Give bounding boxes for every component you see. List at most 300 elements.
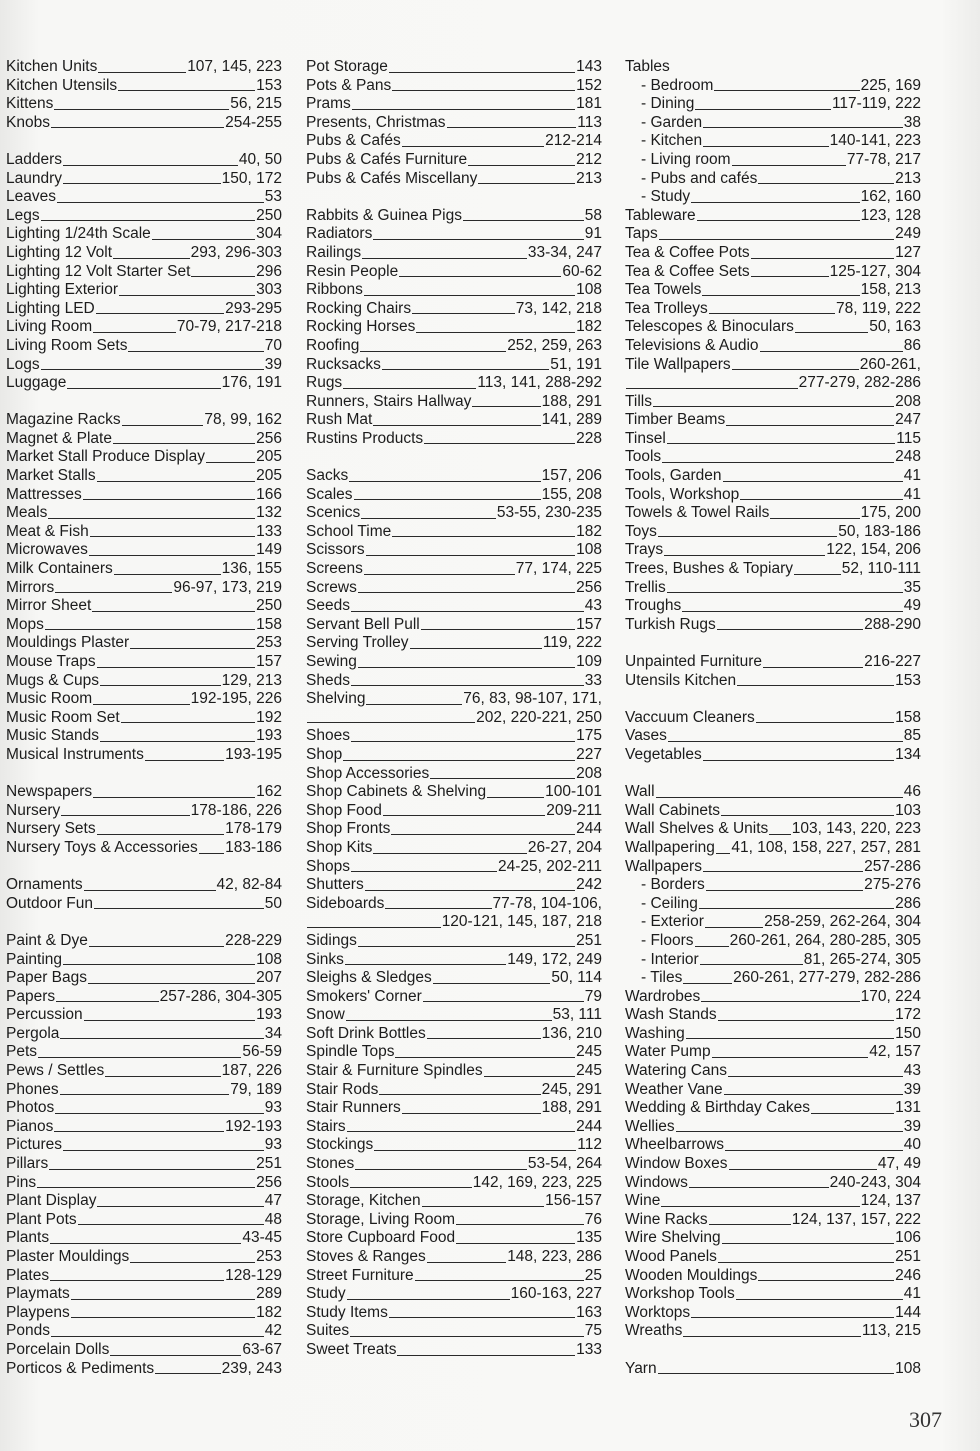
index-term: Sideboards — [306, 894, 385, 912]
index-entry — [6, 1360, 282, 1379]
index-pages: 50, 183-186 — [838, 522, 921, 540]
index-term: Wedding & Birthday Cakes — [625, 1099, 810, 1117]
index-pages: 251 — [895, 1248, 921, 1265]
index-pages: 188, 291 — [541, 1099, 602, 1117]
index-pages: 70-79, 217-218 — [176, 318, 282, 336]
leader-line — [703, 127, 903, 128]
index-entry — [6, 932, 282, 951]
index-term: Sacks — [306, 467, 349, 485]
index-pages: 150 — [895, 1024, 921, 1042]
index-entry — [625, 1118, 921, 1137]
index-term: Wheelbarrows — [625, 1136, 725, 1154]
index-pages: 76, 83, 98-107, 171, — [463, 690, 602, 708]
index-term: Towels & Towel Rails — [625, 504, 770, 522]
leader-line — [71, 1317, 255, 1318]
index-entry — [6, 1304, 282, 1323]
index-entry — [306, 244, 602, 263]
index-pages: 100-101 — [545, 783, 602, 801]
index-pages: 103 — [895, 801, 921, 819]
index-entry — [306, 318, 602, 337]
leader-line — [658, 1373, 895, 1374]
index-pages: 157, 206 — [541, 467, 602, 485]
index-pages: 160-163, 227 — [510, 1285, 602, 1303]
index-term: Suites — [306, 1322, 350, 1340]
leader-line — [352, 109, 575, 110]
index-term: Ponds — [6, 1322, 50, 1340]
index-entry — [306, 281, 602, 300]
leader-line — [351, 611, 584, 612]
index-term: Papers — [6, 987, 56, 1005]
index-pages: 144 — [895, 1303, 921, 1321]
index-term: Mouldings Plaster — [6, 634, 130, 652]
leader-line — [307, 927, 441, 928]
leader-line — [100, 685, 221, 686]
index-term: Study — [306, 1285, 346, 1303]
index-entry — [6, 597, 282, 616]
leader-line — [93, 704, 190, 705]
index-pages: 133 — [256, 522, 282, 540]
leader-line — [113, 258, 190, 259]
leader-line — [703, 760, 894, 761]
index-pages: 96-97, 173, 219 — [173, 578, 282, 596]
leader-line — [97, 667, 256, 668]
index-term: Shop Food — [306, 801, 382, 819]
index-term: Plaster Mouldings — [6, 1248, 130, 1265]
index-pages: 91 — [584, 225, 602, 243]
index-pages: 158 — [895, 708, 921, 726]
leader-line — [362, 258, 527, 259]
index-entry — [306, 579, 602, 598]
index-entry — [6, 430, 282, 449]
leader-line — [676, 1131, 903, 1132]
leader-line — [97, 1206, 263, 1207]
leader-line — [751, 276, 829, 277]
leader-line — [350, 1336, 584, 1337]
index-entry — [6, 616, 282, 635]
index-term: Tea & Coffee Pots — [625, 243, 750, 261]
index-entry — [6, 541, 282, 560]
index-pages: 166 — [256, 485, 282, 503]
leader-line — [811, 1113, 894, 1114]
index-pages: 256 — [256, 1173, 282, 1191]
leader-line — [373, 425, 540, 426]
index-pages: 149, 172, 249 — [507, 950, 602, 968]
index-term: Tea & Coffee Sets — [625, 262, 750, 280]
leader-line — [389, 1317, 575, 1318]
index-entry — [625, 318, 921, 337]
leader-line — [373, 853, 527, 854]
index-term: Mops — [6, 615, 44, 633]
index-term: Sweet Treats — [306, 1340, 397, 1358]
index-entry — [6, 318, 282, 337]
leader-line — [795, 332, 868, 333]
index-entry — [306, 77, 602, 96]
index-entry — [6, 207, 282, 226]
leader-line — [93, 797, 255, 798]
index-pages: 50, 163 — [869, 318, 921, 336]
leader-line — [697, 220, 860, 221]
leader-line — [88, 983, 255, 984]
leader-line — [121, 722, 255, 723]
index-term: Snow — [306, 1006, 345, 1024]
index-entry — [6, 523, 282, 542]
leader-line — [374, 1150, 576, 1151]
index-term: Nursery — [6, 801, 61, 819]
index-entry — [306, 95, 602, 114]
index-entry — [625, 1062, 921, 1081]
leader-line — [463, 220, 584, 221]
index-entry — [306, 969, 602, 988]
index-pages: 76 — [584, 1210, 602, 1228]
index-term: Yarn — [625, 1359, 657, 1377]
index-pages: 193 — [256, 1006, 282, 1024]
index-pages: 240-243, 304 — [829, 1173, 921, 1191]
leader-line — [725, 1150, 903, 1151]
index-entry — [6, 579, 282, 598]
index-term: Watering Cans — [625, 1062, 727, 1080]
index-term: Tile Wallpapers — [625, 355, 731, 373]
index-entry — [6, 95, 282, 114]
index-term: Tools, Workshop — [625, 485, 740, 503]
index-pages: 41, 108, 158, 227, 257, 281 — [731, 838, 921, 856]
index-entry — [625, 411, 921, 430]
leader-line — [50, 1280, 224, 1281]
leader-line — [67, 388, 220, 389]
index-entry — [306, 207, 602, 226]
index-term: Rush Mat — [306, 411, 373, 429]
index-entry — [6, 504, 282, 523]
leader-line — [37, 1187, 255, 1188]
index-entry — [6, 988, 282, 1007]
leader-line — [659, 239, 894, 240]
leader-line — [145, 760, 224, 761]
leader-line — [389, 72, 575, 73]
leader-line — [656, 797, 903, 798]
index-pages: 60-62 — [562, 262, 602, 280]
leader-line — [383, 815, 545, 816]
index-term: Legs — [6, 206, 40, 224]
index-entry — [625, 151, 921, 170]
index-term: Tables — [625, 58, 670, 75]
index-entry — [625, 486, 921, 505]
index-term: Railings — [306, 243, 362, 261]
index-entry — [306, 132, 602, 151]
index-term: Window Boxes — [625, 1155, 728, 1173]
index-term: Sinks — [306, 950, 344, 968]
index-pages: 53-55, 230-235 — [496, 504, 602, 522]
index-entry — [6, 1062, 282, 1081]
index-term: Tools — [625, 448, 662, 466]
index-term: Kitchen Units — [6, 58, 98, 75]
index-entry — [625, 1248, 921, 1267]
index-entry — [625, 448, 921, 467]
index-pages: 122, 154, 206 — [826, 541, 921, 559]
index-term: Phones — [6, 1080, 59, 1098]
index-entry — [6, 746, 282, 765]
index-pages: 63-67 — [242, 1340, 282, 1358]
index-pages: 81, 265-274, 305 — [803, 950, 921, 968]
leader-line — [758, 183, 894, 184]
index-entry — [306, 411, 602, 430]
index-pages: 253 — [256, 634, 282, 652]
index-pages: 79 — [584, 987, 602, 1005]
index-pages: 182 — [256, 1303, 282, 1321]
index-pages: 213 — [576, 169, 602, 187]
index-entry — [6, 802, 282, 821]
index-term: Trellis — [625, 578, 666, 596]
leader-line — [667, 592, 903, 593]
index-entry — [625, 225, 921, 244]
index-term: Photos — [6, 1099, 55, 1117]
index-term: Resin People — [306, 262, 399, 280]
index-term: - Ceiling — [641, 894, 698, 912]
leader-line — [472, 406, 540, 407]
leader-line — [667, 443, 896, 444]
index-entry — [6, 151, 282, 170]
leader-line — [119, 295, 255, 296]
index-entry-continuation — [625, 374, 921, 393]
index-entry — [6, 1248, 282, 1267]
index-term: - Interior — [641, 950, 699, 968]
leader-line — [118, 90, 255, 91]
index-pages: 275-276 — [864, 876, 921, 894]
leader-line — [45, 629, 255, 630]
index-entry — [306, 1155, 602, 1174]
index-term: Plant Pots — [6, 1210, 77, 1228]
index-term: Pillars — [6, 1155, 49, 1173]
leader-line — [41, 220, 256, 221]
index-term: Street Furniture — [306, 1266, 414, 1284]
leader-line — [484, 1076, 576, 1077]
index-pages: 78, 99, 162 — [204, 411, 282, 429]
index-entry — [625, 709, 921, 728]
index-pages: 178-179 — [225, 820, 282, 838]
index-pages: 158 — [256, 615, 282, 633]
index-pages: 153 — [895, 671, 921, 689]
leader-line — [366, 555, 576, 556]
index-column-2 — [306, 58, 602, 1360]
index-pages: 85 — [903, 727, 921, 745]
index-pages: 286 — [895, 894, 921, 912]
index-entry — [306, 1025, 602, 1044]
leader-line — [722, 1243, 895, 1244]
index-pages: 117-119, 222 — [831, 95, 921, 113]
index-entry — [625, 523, 921, 542]
index-pages: 35 — [903, 578, 921, 596]
leader-line — [702, 295, 859, 296]
index-term: Storage, Living Room — [306, 1210, 456, 1228]
leader-line — [71, 1299, 255, 1300]
index-pages: 289 — [256, 1285, 282, 1303]
index-entry — [6, 1211, 282, 1230]
index-pages: 108 — [895, 1359, 921, 1377]
index-term: Wall — [625, 783, 655, 801]
index-pages: 212 — [576, 150, 602, 168]
index-term: Stools — [306, 1173, 350, 1191]
leader-line — [307, 722, 475, 723]
index-term: Outdoor Fun — [6, 894, 94, 912]
leader-line — [90, 536, 255, 537]
index-pages: 25 — [584, 1266, 602, 1284]
leader-line — [700, 964, 803, 965]
index-term: Stockings — [306, 1136, 374, 1154]
index-term: Wellies — [625, 1117, 675, 1135]
index-term: Living Room — [6, 318, 93, 336]
index-entry — [306, 170, 602, 189]
index-pages: 53, 111 — [552, 1006, 602, 1024]
leader-line — [130, 648, 255, 649]
index-term: Televisions & Audio — [625, 336, 759, 354]
index-pages: 47 — [264, 1192, 282, 1210]
index-entry — [306, 876, 602, 895]
index-pages: 46 — [903, 783, 921, 801]
index-pages: 140-141, 223 — [829, 132, 921, 150]
leader-line — [456, 1243, 575, 1244]
index-term: - Exterior — [641, 913, 704, 931]
index-term: Lighting 12 Volt Starter Set — [6, 262, 191, 280]
index-pages: 50, 114 — [551, 969, 602, 987]
index-entry — [306, 541, 602, 560]
index-pages: 148, 223, 286 — [507, 1248, 602, 1265]
index-entry — [306, 802, 602, 821]
index-pages: 50 — [264, 894, 282, 912]
index-term: Stairs — [306, 1117, 346, 1135]
index-entry — [6, 969, 282, 988]
index-pages: 93 — [264, 1099, 282, 1117]
index-pages: 216-227 — [864, 653, 921, 670]
leader-line — [456, 1224, 584, 1225]
leader-line — [51, 127, 224, 128]
leader-line — [714, 90, 859, 91]
leader-line — [55, 1113, 263, 1114]
index-term: Sleighs & Sledges — [306, 969, 432, 987]
leader-line — [758, 1280, 894, 1281]
index-pages: 41 — [903, 1285, 921, 1303]
index-term: Mouse Traps — [6, 653, 96, 670]
index-entry — [625, 300, 921, 319]
index-pages: 26-27, 204 — [527, 838, 602, 856]
index-pages: 247 — [895, 411, 921, 429]
index-term: Tea Towels — [625, 281, 702, 299]
index-term: Shop Cabinets & Shelving — [306, 783, 487, 801]
leader-line — [705, 927, 763, 928]
index-pages: 93 — [264, 1136, 282, 1154]
leader-line — [191, 276, 255, 277]
index-term: Screws — [306, 578, 357, 596]
leader-line — [721, 815, 894, 816]
leader-line — [364, 295, 575, 296]
index-pages: 75 — [584, 1322, 602, 1340]
index-pages: 141, 289 — [541, 411, 602, 429]
index-term: Runners, Stairs Hallway — [306, 392, 472, 410]
index-term: Shutters — [306, 876, 364, 894]
leader-line — [365, 890, 575, 891]
index-entry — [6, 560, 282, 579]
index-pages: 192 — [256, 708, 282, 726]
index-entry — [6, 188, 282, 207]
index-entry — [625, 1360, 921, 1379]
index-pages: 182 — [576, 522, 602, 540]
index-entry — [625, 1025, 921, 1044]
index-entry — [625, 560, 921, 579]
leader-line — [699, 908, 894, 909]
leader-line — [447, 127, 577, 128]
index-term: Shop Accessories — [306, 764, 430, 782]
index-pages: 239, 243 — [221, 1359, 282, 1377]
index-entry — [306, 430, 602, 449]
index-entry — [6, 1081, 282, 1100]
index-pages: 39 — [264, 355, 282, 373]
index-pages: 212-214 — [545, 132, 602, 150]
leader-line — [92, 611, 255, 612]
index-entry — [6, 783, 282, 802]
index-entry — [306, 746, 602, 765]
index-entry — [6, 1174, 282, 1193]
leader-line — [60, 1094, 230, 1095]
index-entry — [306, 932, 602, 951]
leader-line — [113, 443, 255, 444]
index-term: Ladders — [6, 150, 63, 168]
leader-line — [724, 1094, 903, 1095]
index-term: Milk Containers — [6, 560, 113, 578]
index-term: Scenics — [306, 504, 361, 522]
index-term: Painting — [6, 950, 63, 968]
index-entry — [625, 597, 921, 616]
index-pages: 228-229 — [225, 931, 282, 949]
index-term: Timber Beams — [625, 411, 726, 429]
index-pages: 134 — [895, 745, 921, 763]
leader-line — [718, 1020, 895, 1021]
leader-line — [351, 871, 497, 872]
index-entry — [625, 393, 921, 412]
index-entry — [6, 876, 282, 895]
index-term: Shelving — [306, 690, 366, 708]
leader-line — [110, 1355, 241, 1356]
index-entry — [6, 895, 282, 914]
index-term: - Tiles — [641, 969, 683, 987]
leader-line — [63, 1150, 264, 1151]
index-pages: 193 — [256, 727, 282, 745]
index-pages: 170, 224 — [860, 987, 921, 1005]
index-entry — [6, 709, 282, 728]
index-pages: 260-261, 277-279, 282-286 — [733, 969, 921, 987]
index-pages: 113 — [577, 113, 602, 131]
index-entry — [306, 523, 602, 542]
index-entry — [625, 1304, 921, 1323]
index-term: Playpens — [6, 1303, 70, 1321]
leader-line — [60, 1038, 263, 1039]
index-term: Pubs & Cafés Furniture — [306, 150, 468, 168]
index-entry — [306, 114, 602, 133]
leader-line — [695, 109, 831, 110]
leader-line — [63, 165, 238, 166]
index-entry — [6, 300, 282, 319]
index-pages: 113, 215 — [861, 1322, 921, 1340]
leader-line — [382, 369, 549, 370]
leader-line — [395, 1057, 575, 1058]
index-pages: 258-259, 262-264, 304 — [764, 913, 921, 931]
index-entry — [625, 988, 921, 1007]
leader-line — [397, 1355, 575, 1356]
index-term: Playmats — [6, 1285, 70, 1303]
leader-line — [89, 946, 224, 947]
index-entry — [625, 820, 921, 839]
index-pages: 128-129 — [225, 1266, 282, 1284]
index-pages: 77-78, 104-106, — [492, 894, 602, 912]
leader-line — [427, 1038, 541, 1039]
index-term: Wine Racks — [625, 1210, 708, 1228]
index-entry — [625, 839, 921, 858]
